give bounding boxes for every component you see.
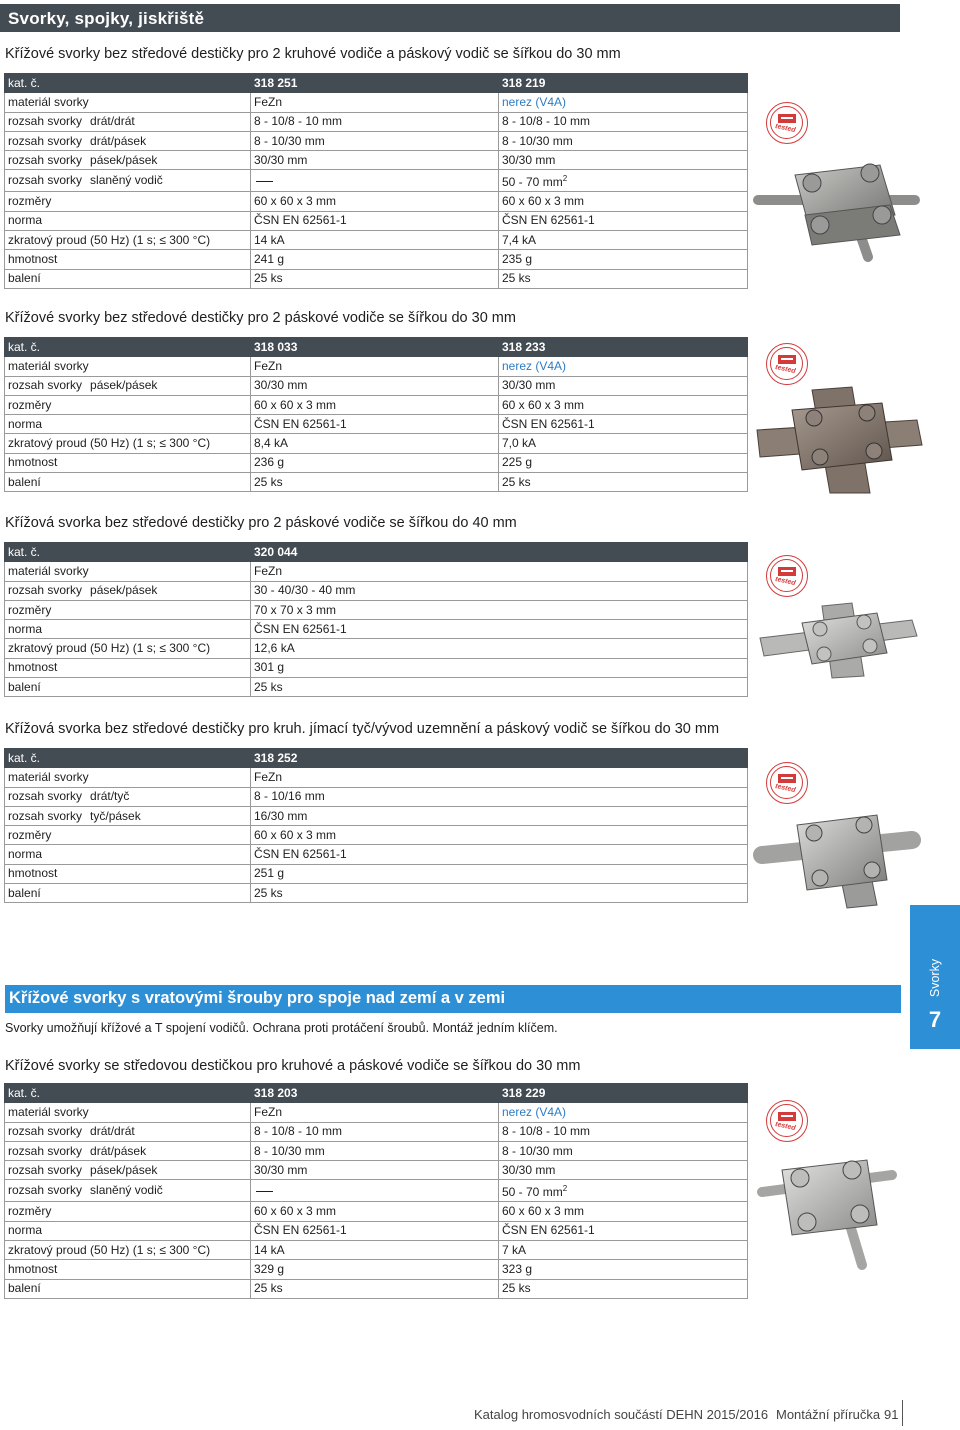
value-cell: 301 g bbox=[251, 658, 748, 677]
value-cell: 8 - 10/30 mm bbox=[499, 131, 748, 150]
row-label: zkratový proud (50 Hz) (1 s; ≤ 300 °C) bbox=[5, 434, 251, 453]
tested-badge-icon: tested bbox=[766, 1100, 808, 1142]
value-cell: 70 x 70 x 3 mm bbox=[251, 600, 748, 619]
product-image-cross-clamp-40mm bbox=[752, 598, 924, 680]
value-cell: FeZn bbox=[251, 357, 499, 376]
row-label: zkratový proud (50 Hz) (1 s; ≤ 300 °C) bbox=[5, 1241, 251, 1260]
table-row bbox=[5, 434, 748, 453]
row-label: zkratový proud (50 Hz) (1 s; ≤ 300 °C) bbox=[5, 639, 251, 658]
value-cell: 30/30 mm bbox=[251, 376, 499, 395]
value-cell: 25 ks bbox=[251, 269, 499, 288]
table-row bbox=[5, 1260, 748, 1279]
row-label-cell bbox=[5, 1141, 251, 1160]
table-row bbox=[5, 1141, 748, 1160]
header-cell: 318 033 bbox=[251, 338, 499, 357]
value-cell: 8 - 10/30 mm bbox=[499, 1141, 748, 1160]
table-row bbox=[5, 250, 748, 269]
table-header-row bbox=[5, 543, 748, 562]
row-label: materiál svorky bbox=[5, 93, 251, 112]
table-row bbox=[5, 639, 748, 658]
row-label: balení bbox=[5, 1279, 251, 1298]
row-label: materiál svorky bbox=[5, 562, 251, 581]
row-label: hmotnost bbox=[5, 453, 251, 472]
row-label: materiál svorky bbox=[5, 357, 251, 376]
row-label: rozměry bbox=[5, 600, 251, 619]
header-cell: 318 252 bbox=[251, 749, 748, 768]
value-cell bbox=[499, 1180, 748, 1202]
not-applicable-cell bbox=[251, 170, 499, 192]
value-cell: ČSN EN 62561-1 bbox=[251, 211, 499, 230]
table-row bbox=[5, 453, 748, 472]
header-cell: kat. č. bbox=[5, 338, 251, 357]
section-title-5: Křížové svorky se středovou destičkou pro kruhové a páskové vodiče se šířkou do 30 mm bbox=[5, 1058, 581, 1074]
section-title-4: Křížová svorka bez středové destičky pro kruh. jímací tyč/vývod uzemnění a páskový vodič se šířkou do 30 mm bbox=[5, 721, 720, 737]
product-image-cross-clamp-plate bbox=[752, 1140, 902, 1270]
row-label: rozsah svorky bbox=[8, 808, 83, 823]
value-cell: 12,6 kA bbox=[251, 639, 748, 658]
row-label-cell bbox=[5, 581, 251, 600]
row-label: norma bbox=[5, 415, 251, 434]
value-cell: 25 ks bbox=[251, 1279, 499, 1298]
row-label: rozsah svorky bbox=[8, 152, 83, 167]
value-cell: 235 g bbox=[499, 250, 748, 269]
product-image-cross-clamp-rod bbox=[752, 800, 924, 910]
header-cell: kat. č. bbox=[5, 1084, 251, 1103]
page-number: 91 bbox=[884, 1407, 899, 1422]
table-header-row bbox=[5, 74, 748, 93]
table-row bbox=[5, 581, 748, 600]
value-cell: 60 x 60 x 3 mm bbox=[251, 826, 748, 845]
section-title-2: Křížové svorky bez středové destičky pro 2 páskové vodiče se šířkou do 30 mm bbox=[5, 310, 516, 326]
value-cell: nerez (V4A) bbox=[499, 1103, 748, 1122]
value-cell: 8 - 10/30 mm bbox=[251, 131, 499, 150]
value-cell: ČSN EN 62561-1 bbox=[251, 1221, 499, 1240]
value-cell: 60 x 60 x 3 mm bbox=[499, 395, 748, 414]
page-header bbox=[0, 4, 900, 32]
value-cell: 25 ks bbox=[251, 884, 748, 903]
tested-badge-icon: tested bbox=[766, 102, 808, 144]
spec-table-4 bbox=[4, 748, 748, 903]
row-label: rozsah svorky bbox=[8, 583, 83, 598]
row-sublabel: slaněný vodič bbox=[90, 173, 163, 188]
table-row bbox=[5, 269, 748, 288]
value-cell: 25 ks bbox=[499, 1279, 748, 1298]
header-cell: 318 233 bbox=[499, 338, 748, 357]
value-cell: nerez (V4A) bbox=[499, 93, 748, 112]
section-title-1: Křížové svorky bez středové destičky pro 2 kruhové vodiče a páskový vodič se šířkou do 30 mm bbox=[5, 46, 621, 62]
value-cell: 7,0 kA bbox=[499, 434, 748, 453]
header-cell: kat. č. bbox=[5, 543, 251, 562]
value-cell: ČSN EN 62561-1 bbox=[499, 415, 748, 434]
value-cell: 25 ks bbox=[499, 473, 748, 492]
row-label: balení bbox=[5, 473, 251, 492]
spec-table-3 bbox=[4, 542, 748, 697]
table-row bbox=[5, 395, 748, 414]
table-row bbox=[5, 787, 748, 806]
value-cell: 7 kA bbox=[499, 1241, 748, 1260]
row-label: rozměry bbox=[5, 395, 251, 414]
row-label: norma bbox=[5, 620, 251, 639]
value-cell: 8 - 10/8 - 10 mm bbox=[499, 1122, 748, 1141]
table-row bbox=[5, 562, 748, 581]
value-cell: ČSN EN 62561-1 bbox=[499, 211, 748, 230]
footer-catalog-name: Katalog hromosvodních součástí DEHN 2015/2016 bbox=[474, 1407, 769, 1422]
tested-badge-icon: tested bbox=[766, 555, 808, 597]
value-cell: 25 ks bbox=[251, 473, 499, 492]
tested-badge-icon: tested bbox=[766, 343, 808, 385]
table-row bbox=[5, 1161, 748, 1180]
chapter-side-tab bbox=[910, 905, 960, 1049]
header-cell: kat. č. bbox=[5, 749, 251, 768]
value-cell: 60 x 60 x 3 mm bbox=[499, 1202, 748, 1221]
value-cell: 8,4 kA bbox=[251, 434, 499, 453]
row-label: rozměry bbox=[5, 1202, 251, 1221]
table-row bbox=[5, 845, 748, 864]
spec-table-2 bbox=[4, 337, 748, 492]
table-row bbox=[5, 415, 748, 434]
row-label-cell bbox=[5, 787, 251, 806]
blue-section-subtitle: Svorky umožňují křížové a T spojení vodičů. Ochrana proti protáčení šroubů. Montáž jedním klíčem. bbox=[5, 1021, 558, 1035]
table-row bbox=[5, 678, 748, 697]
value-cell: 25 ks bbox=[499, 269, 748, 288]
row-label: materiál svorky bbox=[5, 768, 251, 787]
table-row bbox=[5, 1180, 748, 1202]
value-cell: 30/30 mm bbox=[251, 1161, 499, 1180]
table-header-row bbox=[5, 1084, 748, 1103]
row-label-cell bbox=[5, 806, 251, 825]
row-label-cell bbox=[5, 151, 251, 170]
superscript: 2 bbox=[562, 174, 568, 184]
row-sublabel: pásek/pásek bbox=[90, 152, 158, 167]
row-label: rozsah svorky bbox=[8, 1143, 83, 1158]
header-cell: 318 229 bbox=[499, 1084, 748, 1103]
value-cell: 8 - 10/8 - 10 mm bbox=[251, 1122, 499, 1141]
value-cell: 236 g bbox=[251, 453, 499, 472]
row-label: rozsah svorky bbox=[8, 789, 83, 804]
table-row bbox=[5, 1279, 748, 1298]
header-cell: 318 251 bbox=[251, 74, 499, 93]
row-label: rozměry bbox=[5, 826, 251, 845]
value-cell: 30 - 40/30 - 40 mm bbox=[251, 581, 748, 600]
row-label: rozsah svorky bbox=[8, 378, 83, 393]
row-sublabel: pásek/pásek bbox=[90, 583, 158, 598]
row-label: balení bbox=[5, 269, 251, 288]
row-label: norma bbox=[5, 845, 251, 864]
value-cell: FeZn bbox=[251, 93, 499, 112]
row-label: rozsah svorky bbox=[8, 1124, 83, 1139]
row-sublabel: drát/pásek bbox=[90, 133, 147, 148]
value-cell: 225 g bbox=[499, 453, 748, 472]
table-row bbox=[5, 112, 748, 131]
product-image-cross-clamp-strip bbox=[752, 385, 924, 495]
value-cell: 8 - 10/30 mm bbox=[251, 1141, 499, 1160]
dash-mark bbox=[256, 1191, 273, 1192]
table-row bbox=[5, 806, 748, 825]
table-row bbox=[5, 170, 748, 192]
table-row bbox=[5, 1122, 748, 1141]
header-cell: 320 044 bbox=[251, 543, 748, 562]
blue-section-title: Křížové svorky s vratovými šrouby pro spoje nad zemí a v zemi bbox=[9, 989, 506, 1007]
row-sublabel: tyč/pásek bbox=[90, 808, 141, 823]
row-label: rozsah svorky bbox=[8, 114, 83, 129]
table-row bbox=[5, 1241, 748, 1260]
row-sublabel: drát/drát bbox=[90, 1124, 135, 1139]
row-label: rozsah svorky bbox=[8, 173, 83, 188]
row-label: hmotnost bbox=[5, 864, 251, 883]
row-label: hmotnost bbox=[5, 658, 251, 677]
value-cell: 30/30 mm bbox=[251, 151, 499, 170]
table-row bbox=[5, 600, 748, 619]
spec-table-1 bbox=[4, 73, 748, 289]
side-tab-number: 7 bbox=[928, 1007, 942, 1032]
value-cell: ČSN EN 62561-1 bbox=[251, 620, 748, 639]
value-cell: 30/30 mm bbox=[499, 151, 748, 170]
table-row bbox=[5, 231, 748, 250]
section-title-3: Křížová svorka bez středové destičky pro 2 páskové vodiče se šířkou do 40 mm bbox=[5, 515, 517, 531]
footer-divider bbox=[902, 1400, 903, 1426]
row-label: norma bbox=[5, 1221, 251, 1240]
row-label-cell bbox=[5, 170, 251, 192]
value-cell: nerez (V4A) bbox=[499, 357, 748, 376]
table-row bbox=[5, 211, 748, 230]
value-cell: 60 x 60 x 3 mm bbox=[251, 395, 499, 414]
row-label: materiál svorky bbox=[5, 1103, 251, 1122]
value-cell: FeZn bbox=[251, 562, 748, 581]
table-row bbox=[5, 884, 748, 903]
table-header-row bbox=[5, 749, 748, 768]
table-row bbox=[5, 376, 748, 395]
side-tab-label: Svorky bbox=[928, 958, 942, 998]
table-row bbox=[5, 620, 748, 639]
table-row bbox=[5, 826, 748, 845]
value-cell: FeZn bbox=[251, 768, 748, 787]
table-row bbox=[5, 1202, 748, 1221]
header-cell: 318 203 bbox=[251, 1084, 499, 1103]
table-row bbox=[5, 768, 748, 787]
row-label: rozsah svorky bbox=[8, 1162, 83, 1177]
value-cell: FeZn bbox=[251, 1103, 499, 1122]
value-cell: ČSN EN 62561-1 bbox=[251, 845, 748, 864]
value-cell: ČSN EN 62561-1 bbox=[499, 1221, 748, 1240]
value-cell: 60 x 60 x 3 mm bbox=[499, 192, 748, 211]
table-row bbox=[5, 864, 748, 883]
row-sublabel: drát/drát bbox=[90, 114, 135, 129]
value-cell: 8 - 10/8 - 10 mm bbox=[251, 112, 499, 131]
table-row bbox=[5, 93, 748, 112]
row-sublabel: drát/tyč bbox=[90, 789, 130, 804]
row-label-cell bbox=[5, 1161, 251, 1180]
row-sublabel: slaněný vodič bbox=[90, 1183, 163, 1198]
table-row bbox=[5, 1103, 748, 1122]
value-cell: 14 kA bbox=[251, 1241, 499, 1260]
row-label-cell bbox=[5, 131, 251, 150]
header-cell: kat. č. bbox=[5, 74, 251, 93]
table-row bbox=[5, 658, 748, 677]
value-cell: ČSN EN 62561-1 bbox=[251, 415, 499, 434]
value-text: 50 - 70 mm bbox=[502, 175, 563, 190]
value-cell: 60 x 60 x 3 mm bbox=[251, 192, 499, 211]
row-label-cell bbox=[5, 376, 251, 395]
table-row bbox=[5, 357, 748, 376]
value-cell: 323 g bbox=[499, 1260, 748, 1279]
value-cell: 8 - 10/8 - 10 mm bbox=[499, 112, 748, 131]
row-sublabel: drát/pásek bbox=[90, 1143, 147, 1158]
row-label: balení bbox=[5, 678, 251, 697]
table-row bbox=[5, 192, 748, 211]
header-cell: 318 219 bbox=[499, 74, 748, 93]
row-label-cell bbox=[5, 1122, 251, 1141]
table-header-row bbox=[5, 338, 748, 357]
value-cell: 241 g bbox=[251, 250, 499, 269]
row-label-cell bbox=[5, 112, 251, 131]
tested-badge-icon: tested bbox=[766, 762, 808, 804]
value-cell: 8 - 10/16 mm bbox=[251, 787, 748, 806]
row-label: hmotnost bbox=[5, 1260, 251, 1279]
value-cell: 60 x 60 x 3 mm bbox=[251, 1202, 499, 1221]
value-cell: 7,4 kA bbox=[499, 231, 748, 250]
row-label: rozsah svorky bbox=[8, 133, 83, 148]
superscript: 2 bbox=[562, 1184, 568, 1194]
row-label: balení bbox=[5, 884, 251, 903]
row-label: norma bbox=[5, 211, 251, 230]
value-cell bbox=[499, 170, 748, 192]
value-cell: 14 kA bbox=[251, 231, 499, 250]
dash-mark bbox=[256, 181, 273, 182]
row-label-cell bbox=[5, 1180, 251, 1202]
value-cell: 25 ks bbox=[251, 678, 748, 697]
value-cell: 16/30 mm bbox=[251, 806, 748, 825]
value-cell: 30/30 mm bbox=[499, 376, 748, 395]
row-label: hmotnost bbox=[5, 250, 251, 269]
table-row bbox=[5, 131, 748, 150]
table-row bbox=[5, 151, 748, 170]
blue-section-bar bbox=[5, 985, 901, 1013]
value-cell: 30/30 mm bbox=[499, 1161, 748, 1180]
page-title: Svorky, spojky, jiskřiště bbox=[8, 9, 205, 28]
row-sublabel: pásek/pásek bbox=[90, 378, 158, 393]
not-applicable-cell bbox=[251, 1180, 499, 1202]
row-label: zkratový proud (50 Hz) (1 s; ≤ 300 °C) bbox=[5, 231, 251, 250]
spec-table-5 bbox=[4, 1083, 748, 1299]
footer-manual-name: Montážní příručka bbox=[776, 1407, 881, 1422]
table-row bbox=[5, 473, 748, 492]
value-text: 50 - 70 mm bbox=[502, 1185, 563, 1200]
table-row bbox=[5, 1221, 748, 1240]
product-image-cross-clamp-wire bbox=[750, 145, 925, 265]
value-cell: 329 g bbox=[251, 1260, 499, 1279]
row-label: rozměry bbox=[5, 192, 251, 211]
value-cell: 251 g bbox=[251, 864, 748, 883]
row-label: rozsah svorky bbox=[8, 1183, 83, 1198]
row-sublabel: pásek/pásek bbox=[90, 1162, 158, 1177]
